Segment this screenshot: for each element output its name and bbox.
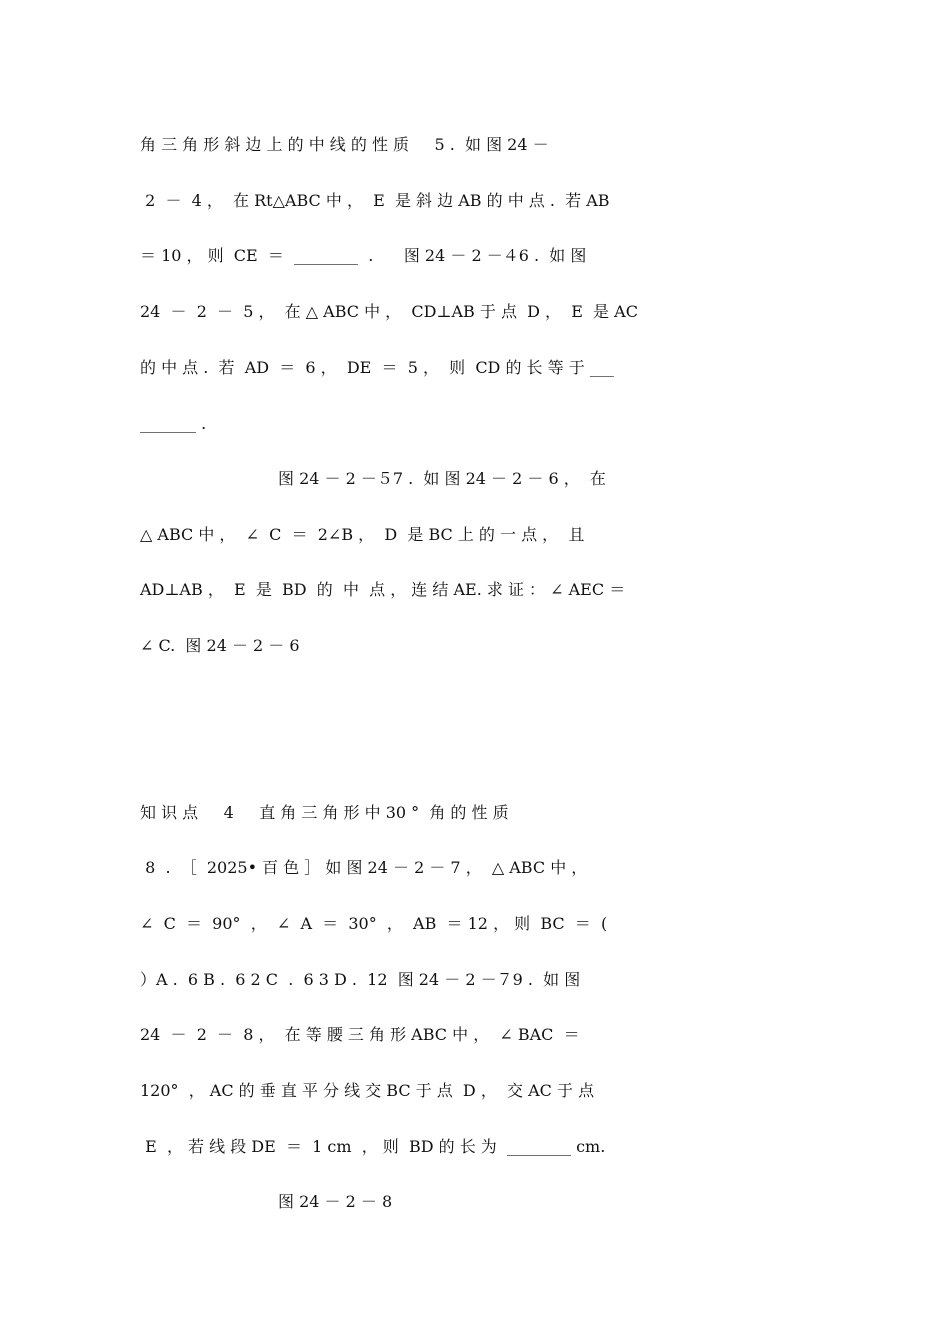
text-line-12: 8 . ［ 2025• 百 色 ］ 如 图 24 － 2 － 7 ， △ ABC 中 ， — [140, 858, 588, 877]
text-line-2: 2 － 4 ， 在 Rt△ABC 中 ， E 是 斜 边 AB 的 中 点 . 若 AB — [140, 191, 610, 210]
text-line-5: 的 中 点 . 若 AD ＝ 6 ， DE ＝ 5 ， 则 CD 的 长 等 于 ___ — [140, 358, 614, 377]
text-line-8: △ ABC 中 ， ∠ C ＝ 2∠B ， D 是 BC 上 的 一 点 ， 且 — [140, 525, 585, 544]
text-line-17: E ， 若 线 段 DE ＝ 1 cm ， 则 BD 的 长 为 ________ cm. — [140, 1137, 606, 1156]
text-line-13: ∠ C ＝ 90° ， ∠ A ＝ 30° ， AB ＝ 12 ， 则 BC ＝ ( — [140, 914, 608, 933]
text-line-14: ）A . 6 B . 6 2 C . 6 3 D . 12 图 24 － 2 －７9 . 如 图 — [140, 970, 581, 989]
text-line-4: 24 － 2 － 5 ， 在 △ ABC 中 ， CD⊥AB 于 点 D ， E 是 AC — [140, 302, 638, 321]
text-line-7: 图 24 － 2 －５7 . 如 图 24 － 2 － 6 ， 在 — [278, 469, 606, 488]
figure-caption: 图 24 － 2 － 8 — [278, 1192, 393, 1211]
text-line-6: _______ . — [140, 414, 207, 433]
text-line-15: 24 － 2 － 8 ， 在 等 腰 三 角 形 ABC 中 ， ∠ BAC ＝ — [140, 1025, 580, 1044]
section-heading: 知 识 点 4 直 角 三 角 形 中 30 ° 角 的 性 质 — [140, 803, 509, 822]
text-line-16: 120° ， AC 的 垂 直 平 分 线 交 BC 于 点 D ， 交 AC 于 点 — [140, 1081, 595, 1100]
text-line-3: ＝ 10 ， 则 CE ＝ ________ . 图 24 － 2 －４6 . 如 图 — [140, 246, 587, 265]
text-line-1: 角 三 角 形 斜 边 上 的 中 线 的 性 质 5 . 如 图 24 － — [140, 135, 549, 154]
text-line-9: AD⊥AB ， E 是 BD 的 中 点 ， 连 结 AE. 求 证 ： ∠ AEC ＝ — [140, 580, 626, 599]
text-line-10: ∠ C. 图 24 － 2 － 6 — [140, 636, 300, 655]
